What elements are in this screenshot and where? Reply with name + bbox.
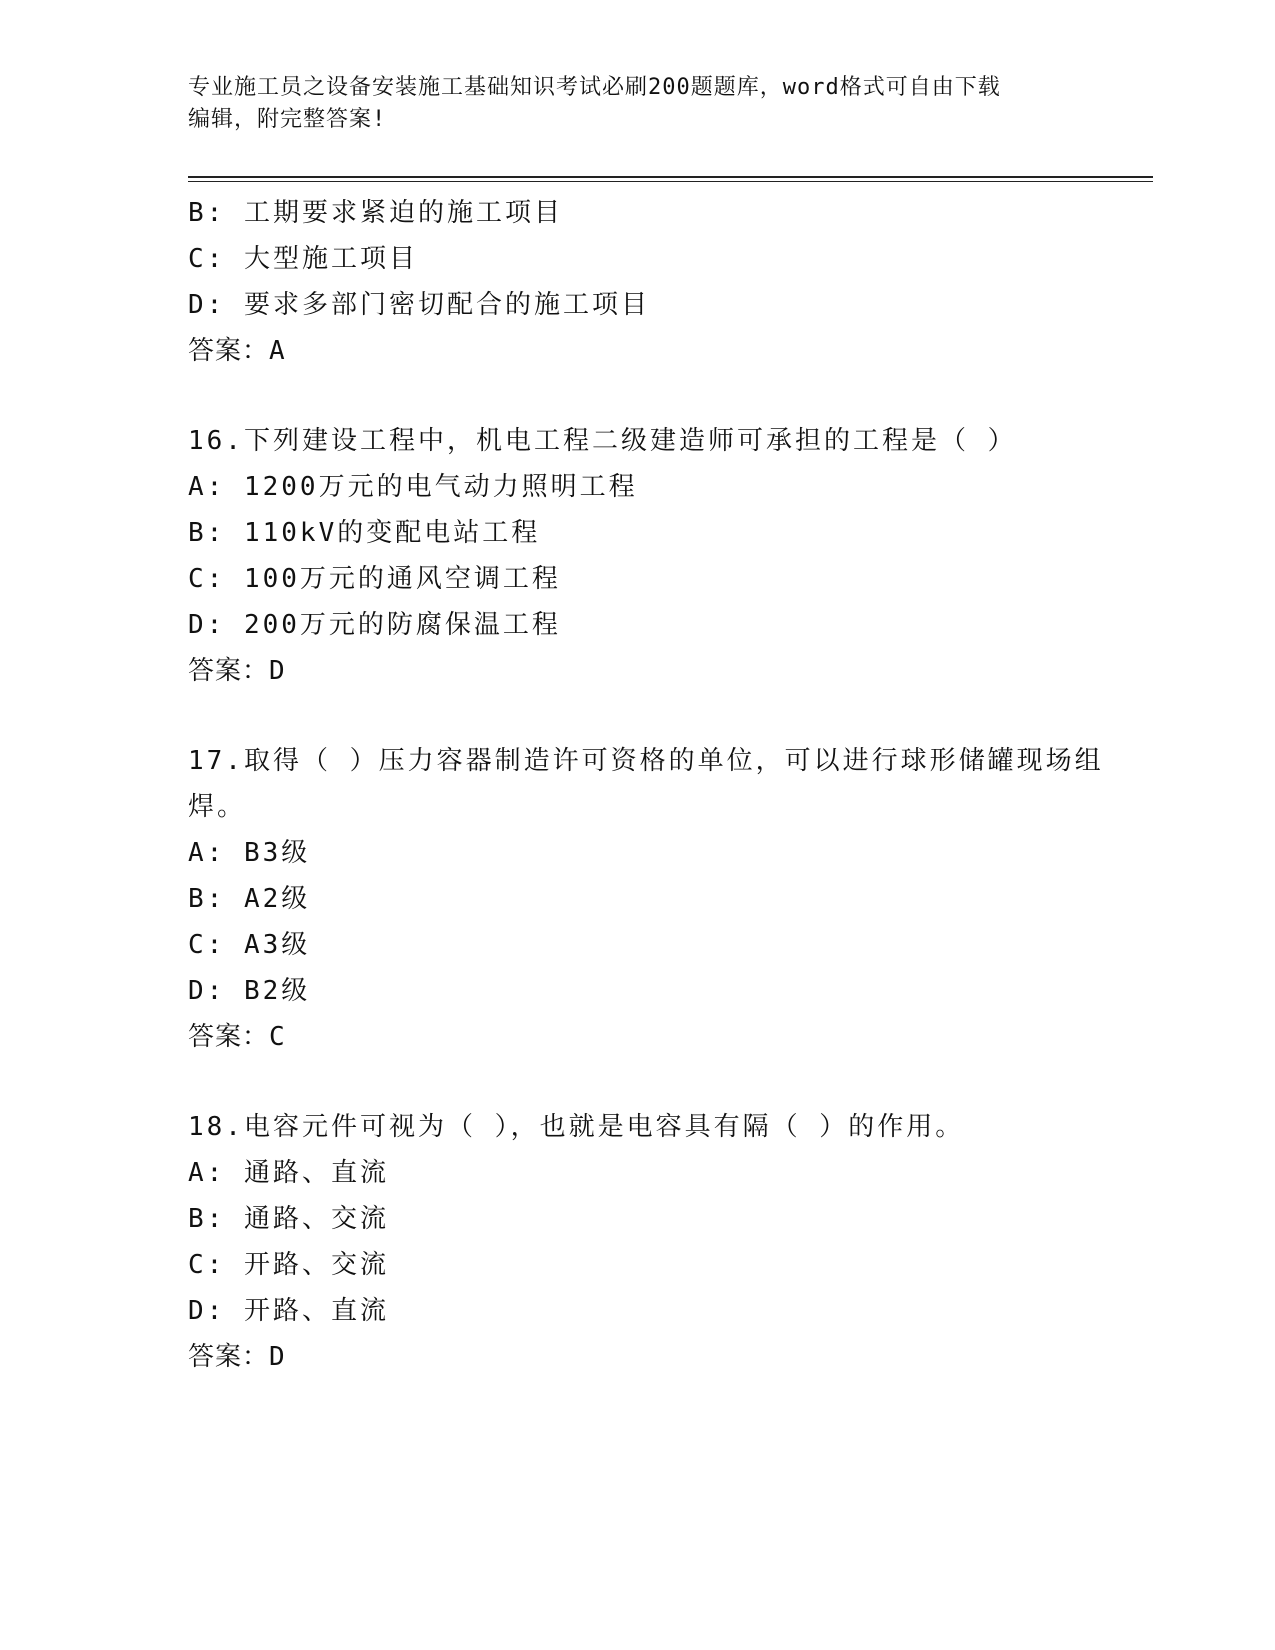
answer-line: 答案：D xyxy=(188,1342,286,1372)
option-c: C: 100万元的通风空调工程 xyxy=(188,564,561,594)
header-line-2: 编辑，附完整答案! xyxy=(188,107,387,132)
option-a: A: 通路、直流 xyxy=(188,1158,389,1188)
answer-line: 答案：A xyxy=(188,336,286,366)
option-d: D: B2级 xyxy=(188,976,311,1006)
question-16 xyxy=(188,418,1148,694)
option-d: D: 200万元的防腐保温工程 xyxy=(188,610,561,640)
question-stem: 17.取得（ ）压力容器制造许可资格的单位，可以进行球形储罐现场组焊。 xyxy=(188,746,1104,822)
document-header xyxy=(188,72,1088,136)
question-fragment xyxy=(188,190,1148,374)
option-c: C: A3级 xyxy=(188,930,311,960)
question-stem: 16.下列建设工程中，机电工程二级建造师可承担的工程是（ ） xyxy=(188,426,1017,456)
header-rule-top xyxy=(188,176,1153,178)
option-d: D: 开路、直流 xyxy=(188,1296,389,1326)
answer-line: 答案：D xyxy=(188,656,286,686)
question-18 xyxy=(188,1104,1148,1380)
option-b: B: 110kV的变配电站工程 xyxy=(188,518,541,548)
option-d: D: 要求多部门密切配合的施工项目 xyxy=(188,290,650,320)
option-a: A: 1200万元的电气动力照明工程 xyxy=(188,472,638,502)
header-rule-bottom xyxy=(188,181,1153,182)
option-c: C: 开路、交流 xyxy=(188,1250,389,1280)
question-list xyxy=(188,190,1148,1380)
option-b: B: 工期要求紧迫的施工项目 xyxy=(188,198,563,228)
option-b: B: 通路、交流 xyxy=(188,1204,389,1234)
option-c: C: 大型施工项目 xyxy=(188,244,418,274)
option-a: A: B3级 xyxy=(188,838,311,868)
question-stem: 18.电容元件可视为（ ），也就是电容具有隔（ ）的作用。 xyxy=(188,1112,965,1142)
header-line-1: 专业施工员之设备安装施工基础知识考试必刷200题题库，word格式可自由下载 xyxy=(188,75,1001,100)
question-17 xyxy=(188,738,1148,1060)
answer-line: 答案：C xyxy=(188,1022,286,1052)
option-b: B: A2级 xyxy=(188,884,311,914)
